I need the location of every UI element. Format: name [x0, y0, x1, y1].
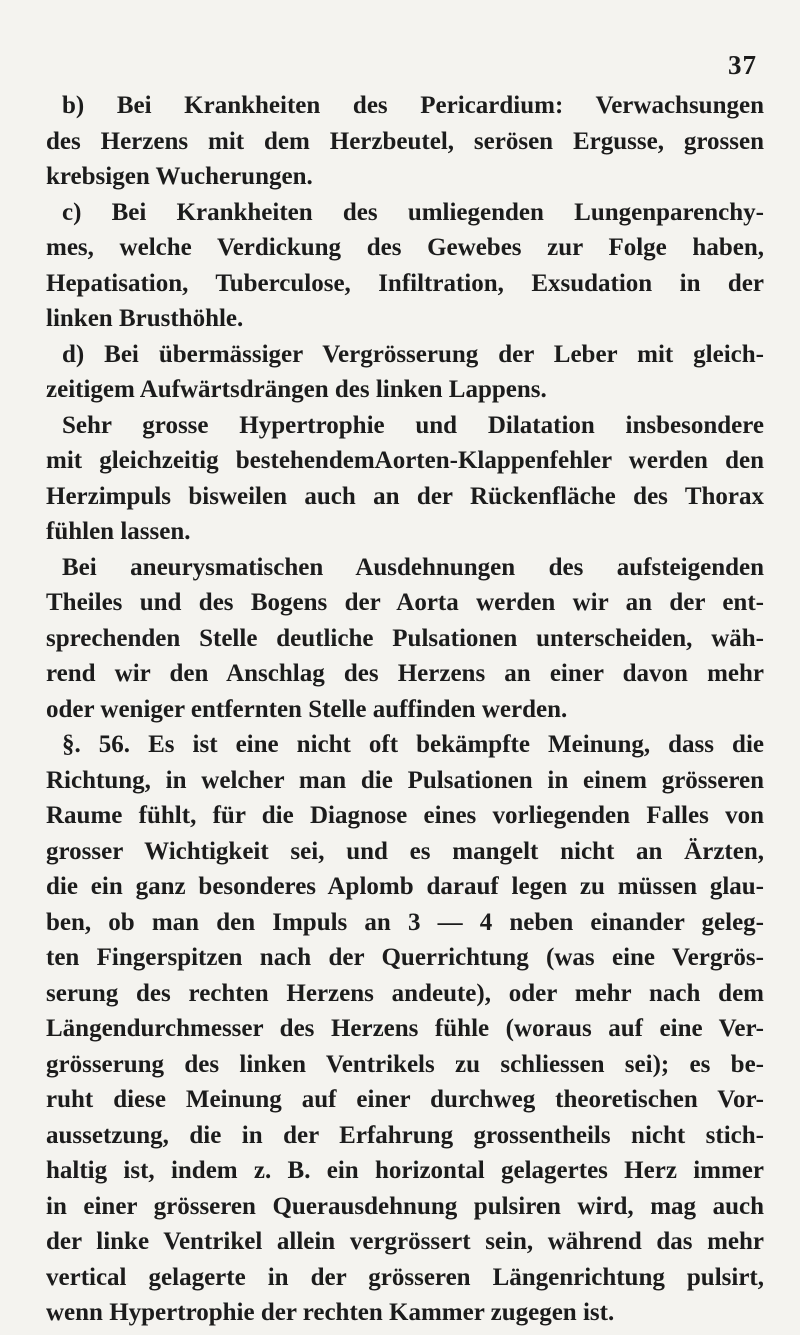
text-line: Theiles und des Bogens der Aorta werden wir an der ent- — [46, 589, 764, 616]
text-line: Längendurchmesser des Herzens fühle (woraus auf eine Ver- — [46, 1015, 764, 1042]
text-line: Raume fühlt, für die Diagnose eines vorliegenden Falles von — [46, 802, 764, 829]
text-line: mit gleichzeitig bestehendemAorten-Klappenfehler werden den — [46, 447, 764, 474]
text-line: b) Bei Krankheiten des Pericardium: Verwachsungen — [62, 92, 764, 119]
text-line: c) Bei Krankheiten des umliegenden Lungenparenchy- — [62, 198, 764, 226]
body-text — [46, 88, 764, 1331]
text-line: die ein ganz besonderes Aplomb darauf legen zu müssen glau- — [46, 873, 764, 900]
text-line: in einer grösseren Querausdehnung pulsiren wird, mag auch — [46, 1192, 764, 1220]
text-line: ruht diese Meinung auf einer durchweg theoretischen Vor- — [46, 1086, 764, 1113]
text-line: vertical gelagerte in der grösseren Längenrichtung pulsirt, — [46, 1263, 764, 1291]
text-line: Bei aneurysmatischen Ausdehnungen des aufsteigenden — [62, 553, 764, 581]
text-line: wenn Hypertrophie der rechten Kammer zugegen ist. — [46, 1299, 615, 1326]
text-line: Herzimpuls bisweilen auch an der Rückenfläche des Thorax — [46, 482, 764, 510]
text-line: mes, welche Verdickung des Gewebes zur Folge haben, — [46, 234, 764, 261]
text-line: Hepatisation, Tuberculose, Infiltration, Exsudation in der — [46, 269, 764, 297]
text-line: Richtung, in welcher man die Pulsationen in einem grösseren — [46, 766, 764, 794]
text-line: ten Fingerspitzen nach der Querrichtung (was eine Vergrös- — [46, 944, 764, 971]
text-line: ben, ob man den Impuls an 3 — 4 neben einander geleg- — [46, 908, 764, 936]
text-line: oder weniger entfernten Stelle auffinden werden. — [46, 695, 568, 723]
text-line: §. 56. Es ist eine nicht oft bekämpfte Meinung, dass die — [62, 731, 764, 758]
text-line: des Herzens mit dem Herzbeutel, serösen Ergusse, grossen — [46, 127, 764, 155]
text-line: der linke Ventrikel allein vergrössert sein, während das mehr — [46, 1228, 764, 1255]
text-line: haltig ist, indem z. B. ein horizontal gelagertes Herz immer — [46, 1157, 764, 1184]
text-line: aussetzung, die in der Erfahrung grossentheils nicht stich- — [46, 1121, 764, 1149]
text-line: krebsigen Wucherungen. — [46, 163, 313, 190]
text-line: zeitigem Aufwärtsdrängen des linken Lappens. — [46, 376, 547, 403]
text-line: linken Brusthöhle. — [46, 305, 244, 332]
text-line: rend wir den Anschlag des Herzens an einer davon mehr — [46, 660, 764, 687]
text-line: grösserung des linken Ventrikels zu schliessen sei); es be- — [46, 1050, 764, 1078]
text-line: Sehr grosse Hypertrophie und Dilatation insbesondere — [62, 411, 764, 439]
page-number: 37 — [728, 50, 757, 80]
text-line: fühlen lassen. — [46, 518, 191, 545]
text-line: sprechenden Stelle deutliche Pulsationen unterscheiden, wäh- — [46, 624, 764, 652]
text-line: grosser Wichtigkeit sei, und es mangelt nicht an Ärzten, — [46, 837, 764, 865]
text-line: serung des rechten Herzens andeute), oder mehr nach dem — [46, 979, 764, 1007]
text-line: d) Bei übermässiger Vergrösserung der Leber mit gleich- — [62, 340, 764, 368]
